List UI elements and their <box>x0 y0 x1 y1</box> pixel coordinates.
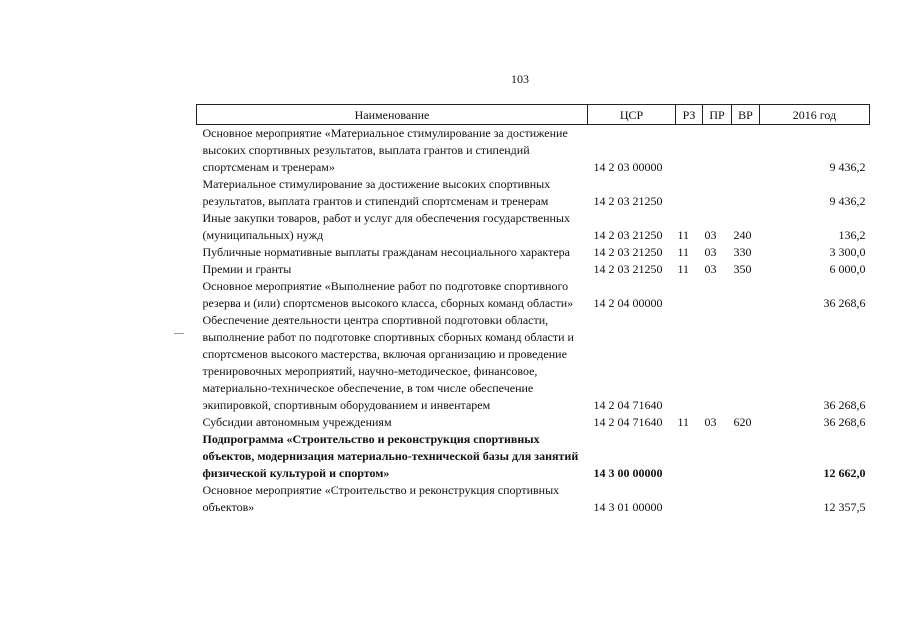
cell-name: Основное мероприятие «Выполнение работ по подготовке спортивного резерва и (или) спортсменов высокого класса, сборных команд области» <box>202 279 574 310</box>
cell-csr: 14 3 00 00000 <box>593 466 663 480</box>
cell-rz: 11 <box>677 228 690 242</box>
table-row <box>197 431 870 482</box>
cell-csr: 14 2 04 00000 <box>593 296 663 310</box>
budget-table <box>196 104 870 516</box>
cell-name: Премии и гранты <box>202 262 292 276</box>
cell-year: 6 000,0 <box>829 262 866 276</box>
cell-vr: 240 <box>733 228 752 242</box>
cell-csr: 14 3 01 00000 <box>593 500 663 514</box>
cell-name: Основное мероприятие «Строительство и реконструкция спортивных объектов» <box>202 483 560 514</box>
cell-pr <box>703 312 732 414</box>
cell-csr: 14 2 03 21250 <box>593 194 663 208</box>
header-vr: ВР <box>732 105 760 125</box>
cell-vr <box>732 278 760 312</box>
cell-year: 12 357,5 <box>823 500 866 514</box>
header-csr: ЦСР <box>588 105 676 125</box>
cell-vr <box>732 125 760 177</box>
header-pr: ПР <box>703 105 732 125</box>
cell-pr: 03 <box>704 245 717 259</box>
cell-vr <box>732 176 760 210</box>
cell-name: Публичные нормативные выплаты гражданам несоциального характера <box>202 245 570 259</box>
cell-csr: 14 2 04 71640 <box>593 398 663 412</box>
table-header <box>197 105 870 125</box>
cell-pr <box>703 278 732 312</box>
cell-rz <box>676 125 703 177</box>
cell-year: 9 436,2 <box>829 194 866 208</box>
cell-name: Материальное стимулирование за достижение высоких спортивных результатов, выплата грантов и стипендий спортсменам и тренерам <box>202 177 551 208</box>
cell-rz: 11 <box>677 245 690 259</box>
table-row <box>197 278 870 312</box>
cell-pr <box>703 125 732 177</box>
cell-name: Субсидии автономным учреждениям <box>202 415 392 429</box>
table-body <box>197 125 870 517</box>
cell-vr: 620 <box>733 415 752 429</box>
cell-name: Обеспечение деятельности центра спортивной подготовки области, выполнение работ по подготовке спортивных сборных команд области и спортсменов высокого мастерства, включая организацию и проведение тренировочных мероприятий, научно-методическое, финансовое, материально-техническое обеспечение, в том числе обеспечение экипировкой, спортивным оборудованием и инвентарем <box>202 313 574 412</box>
cell-pr: 03 <box>704 262 717 276</box>
margin-mark <box>174 333 184 334</box>
table-row <box>197 125 870 177</box>
cell-name: Иные закупки товаров, работ и услуг для обеспечения государственных (муниципальных) нужд <box>202 211 570 242</box>
cell-vr <box>732 431 760 482</box>
cell-csr: 14 2 04 71640 <box>593 415 663 429</box>
page-number: 103 <box>511 72 529 86</box>
cell-rz <box>676 278 703 312</box>
table-row <box>197 482 870 516</box>
cell-pr <box>703 176 732 210</box>
cell-csr: 14 2 03 00000 <box>593 160 663 174</box>
cell-vr: 330 <box>733 245 752 259</box>
table-row <box>197 244 870 261</box>
table-row <box>197 261 870 278</box>
cell-name: Подпрограмма «Строительство и реконструкция спортивных объектов, модернизация материально-технической базы для занятий физической культурой и спортом» <box>202 432 579 480</box>
cell-rz <box>676 176 703 210</box>
cell-year: 12 662,0 <box>823 466 866 480</box>
cell-rz: 11 <box>677 262 690 276</box>
cell-csr: 14 2 03 21250 <box>593 245 663 259</box>
cell-rz: 11 <box>677 415 690 429</box>
cell-vr: 350 <box>733 262 752 276</box>
header-row <box>197 105 870 125</box>
cell-rz <box>676 482 703 516</box>
cell-year: 36 268,6 <box>823 415 866 429</box>
cell-year: 136,2 <box>838 228 866 242</box>
cell-pr <box>703 482 732 516</box>
cell-csr: 14 2 03 21250 <box>593 262 663 276</box>
table-row <box>197 176 870 210</box>
cell-rz <box>676 431 703 482</box>
cell-year: 36 268,6 <box>823 398 866 412</box>
cell-year: 9 436,2 <box>829 160 866 174</box>
cell-pr: 03 <box>704 228 717 242</box>
header-rz: РЗ <box>676 105 703 125</box>
cell-rz <box>676 312 703 414</box>
cell-vr <box>732 312 760 414</box>
header-year: 2016 год <box>760 105 870 125</box>
table-row <box>197 414 870 431</box>
cell-pr: 03 <box>704 415 717 429</box>
cell-vr <box>732 482 760 516</box>
header-name: Наименование <box>197 105 588 125</box>
table-row <box>197 312 870 414</box>
cell-pr <box>703 431 732 482</box>
cell-csr: 14 2 03 21250 <box>593 228 663 242</box>
cell-year: 36 268,6 <box>823 296 866 310</box>
table-row <box>197 210 870 244</box>
cell-year: 3 300,0 <box>829 245 866 259</box>
cell-name: Основное мероприятие «Материальное стимулирование за достижение высоких спортивных результатов, выплата грантов и стипендий спортсменам и тренерам» <box>202 126 568 174</box>
